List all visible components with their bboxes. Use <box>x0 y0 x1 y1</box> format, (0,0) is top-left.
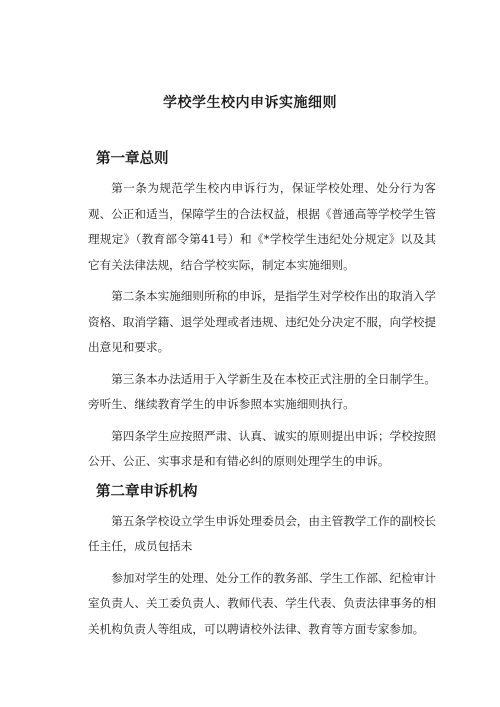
chapter-2-heading: 第二章申诉机构 <box>96 483 198 500</box>
article-3-paragraph: 第三条本办法适用于入学新生及在本校正式注册的全日制学生。旁听生、继续教育学生的申诉参照本实施细则执行。 <box>88 371 436 411</box>
chapter-1-heading: 第一章总则 <box>96 151 169 167</box>
document-title: 学校学生校内申诉实施细则 <box>163 95 337 111</box>
article-5-continuation-paragraph: 参加对学生的处理、处分工作的教务部、学生工作部、纪检审计室负责人、关工委负责人、教师代表、学生代表、负责法律事务的相关机构负责人等组成，可以聘请校外法律、教育等方面专家参加。 <box>88 570 436 636</box>
article-5-paragraph: 第五条学校设立学生申诉处理委员会，由主管教学工作的副校长任主任，成员包括未 <box>88 513 436 553</box>
article-2-paragraph: 第二条本实施细则所称的申诉，是指学生对学校作出的取消入学资格、取消学籍、退学处理或者违规、违纪处分决定不服，向学校提出意见和要求。 <box>88 289 436 354</box>
article-1-paragraph: 第一条为规范学生校内申诉行为，保证学校处理、处分行为客观、公正和适当，保障学生的合法权益，根据《普通高等学校学生管理规定》（教育部令第41号）和《*学校学生违纪处分规定》以及其它有关法律法规，结合学校实际，制定本实施细则。 <box>88 181 436 272</box>
document-body <box>88 148 436 648</box>
article-4-paragraph: 第四条学生应按照严肃、认真、诚实的原则提出申诉；学校按照公开、公正、实事求是和有错必纠的原则处理学生的申诉。 <box>88 428 436 468</box>
